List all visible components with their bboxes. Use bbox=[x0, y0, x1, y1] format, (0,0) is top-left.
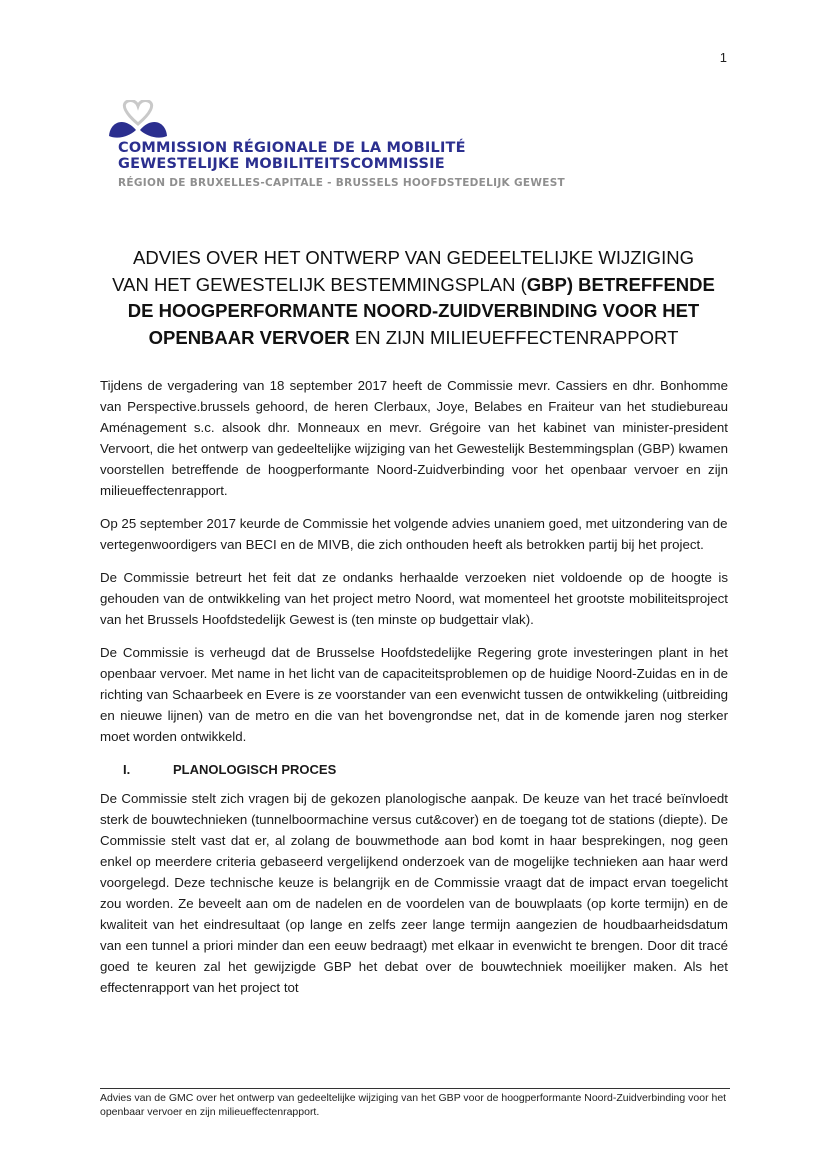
title-line-2: VAN HET GEWESTELIJK BESTEMMINGSPLAN (GBP) BETREFFENDE bbox=[112, 273, 715, 295]
heart-logo-icon bbox=[108, 100, 168, 142]
title-line-3: DE HOOGPERFORMANTE NOORD-ZUIDVERBINDING VOOR HET bbox=[127, 300, 700, 321]
paragraph-meeting: Tijdens de vergadering van 18 september 2017 heeft de Commissie mevr. Cassiers en dhr. Bonhomme van Perspective.brussels gehoord, de heren Clerbaux, Joye, Belabes en Fraiteur van het studiebureau Aménagement s.c. alsook dhr. Monneaux en mevr. Grégoire van het kabinet van minister-president Vervoort, die het ontwerp van gedeeltelijke wijziging van het Gewestelijk Bestemmingsplan (GBP) kwamen voorstellen betreffende de hoogperformante Noord-Zuidverbinding voor het openbaar vervoer en zijn milieueffectenrapport. bbox=[100, 378, 728, 498]
page-number: 1 bbox=[719, 50, 727, 65]
paragraph-investment: De Commissie is verheugd dat de Brusselse Hoofdstedelijke Regering grote investeringen plant in het openbaar vervoer. Met name in het licht van de capaciteitsproblemen op de huidige Noord-Zuidas en in de richting van Schaarbeek en Evere is ze voorstander van een evenwicht tussen de ontwikkeling (uitbreiding en nieuwe lijnen) van de metro en die van het bovengrondse net, dat in de komende jaren nog sterker moet worden ontwikkeld. bbox=[100, 645, 728, 744]
document-body bbox=[100, 375, 728, 1010]
section-number: I. bbox=[123, 762, 131, 777]
title-line-1: ADVIES OVER HET ONTWERP VAN GEDEELTELIJKE WIJZIGING bbox=[133, 247, 694, 268]
section-title: PLANOLOGISCH PROCES bbox=[173, 762, 337, 777]
logo-line-dutch: GEWESTELIJKE MOBILITEITSCOMMISSIE bbox=[118, 156, 445, 172]
paragraph-regret: De Commissie betreurt het feit dat ze ondanks herhaalde verzoeken niet voldoende op de hoogte is gehouden van de ontwikkeling van het project metro Noord, wat momenteel het grootste mobiliteitsproject van het Brussels Hoofdstedelijk Gewest is (ten minste op budgettair vlak). bbox=[100, 570, 728, 627]
paragraph-approval: Op 25 september 2017 keurde de Commissie het volgende advies unaniem goed, met uitzondering van de vertegenwoordigers van BECI en de MIVB, die zich onthouden heeft als betrokken partij bij het project. bbox=[100, 516, 728, 552]
footer-note: Advies van de GMC over het ontwerp van gedeeltelijke wijziging van het GBP voor de hoogperformante Noord-Zuidverbinding voor het openbaar vervoer en zijn milieueffectenrapport. bbox=[100, 1092, 727, 1118]
logo-line-region: RÉGION DE BRUXELLES-CAPITALE - BRUSSELS HOOFDSTEDELIJK GEWEST bbox=[118, 177, 566, 189]
title-line-4: OPENBAAR VERVOER EN ZIJN MILIEUEFFECTENRAPPORT bbox=[148, 326, 679, 348]
footer-divider bbox=[100, 1088, 730, 1089]
document-title bbox=[100, 245, 727, 351]
logo-line-french: COMMISSION RÉGIONALE DE LA MOBILITÉ bbox=[118, 140, 466, 156]
paragraph-planning: De Commissie stelt zich vragen bij de gekozen planologische aanpak. De keuze van het tracé beïnvloedt sterk de bouwtechnieken (tunnelboormachine versus cut&cover) en de toegang tot de stations (diepte). De Commissie stelt vast dat er, al zolang de bouwmethode aan bod komt in haar besprekingen, nog geen enkel op meerdere criteria gebaseerd vergelijkend onderzoek van de mogelijke technieken aan haar werd voorgelegd. Deze technische keuze is belangrijk en de Commissie vraagt dat de impact ervan toegelicht zou worden. Ze beveelt aan om de nadelen en de voordelen van de bouwplaats (op korte termijn) en de kwaliteit van het eindresultaat (op lange en zelfs zeer lange termijn aangezien de houdbaarheidsdatum van een tunnel a priori minder dan een eeuw bedraagt) met elkaar in evenwicht te brengen. Door dit tracé goed te keuren zal het gewijzigde GBP het debat over de bouwtechniek moeilijker maken. Als het effectenrapport van het project tot bbox=[100, 791, 728, 995]
section-heading bbox=[100, 759, 728, 780]
